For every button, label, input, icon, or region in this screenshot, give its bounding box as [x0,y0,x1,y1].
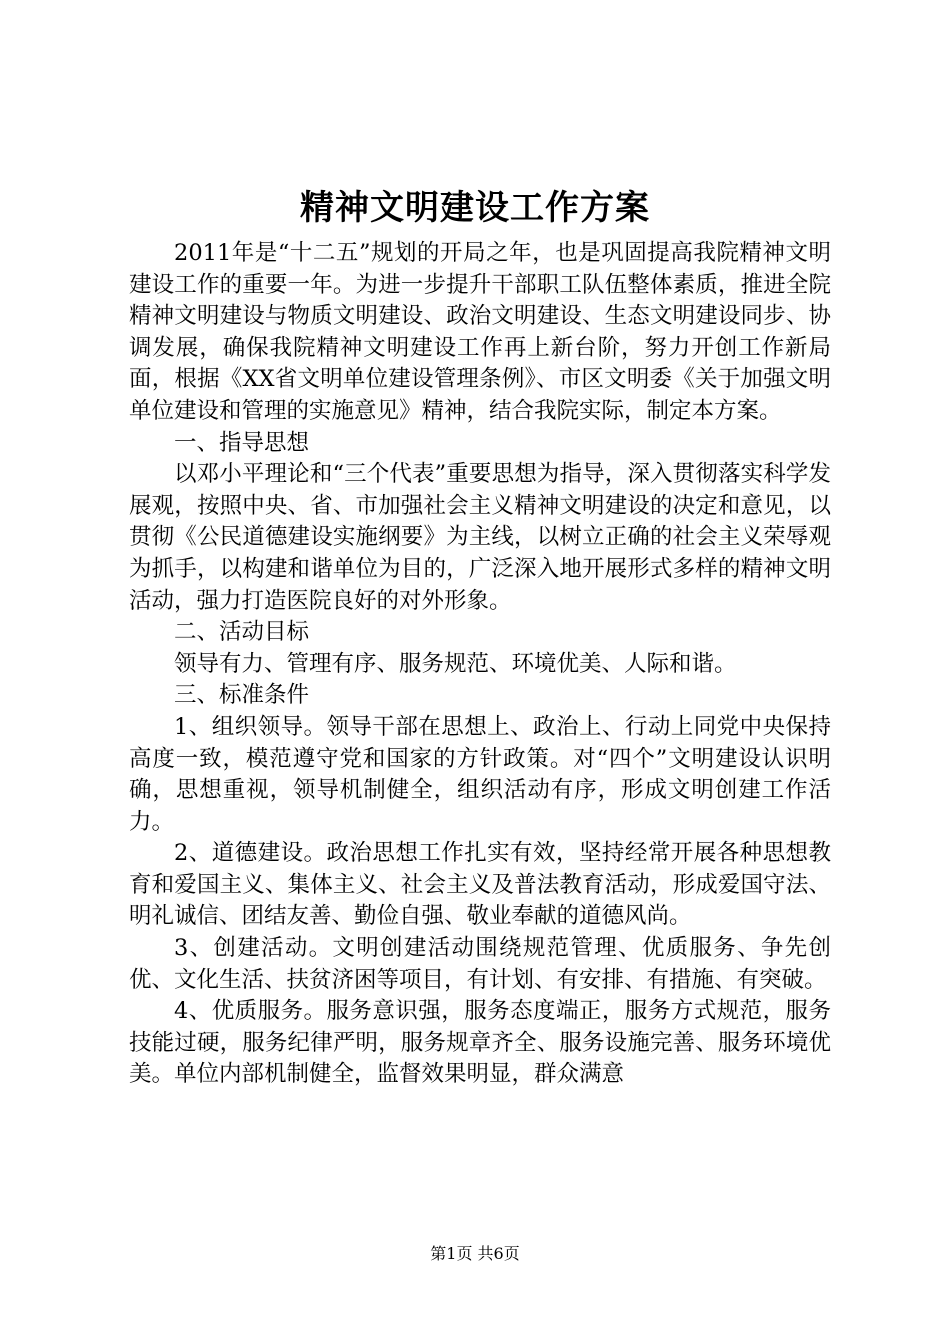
standard-item-organization: 1、组织领导。领导干部在思想上、政治上、行动上同党中央保持高度一致，模范遵守党和国家的方针政策。对“四个”文明建设认识明确，思想重视，领导机制健全，组织活动有序，形成文明创建工作活力。 [129,713,831,835]
section-heading-guiding-ideology: 一、指导思想 [174,429,310,456]
document-title: 精神文明建设工作方案 [300,188,650,228]
guiding-ideology-paragraph: 以邓小平理论和“三个代表”重要思想为指导，深入贯彻落实科学发展观，按照中央、省、市加强社会主义精神文明建设的决定和意见，以贯彻《公民道德建设实施纲要》为主线，以树立正确的社会主义荣辱观为抓手，以构建和谐单位为目的，广泛深入地开展形式多样的精神文明活动，强力打造医院良好的对外形象。 [129,461,831,614]
page-number-footer: 第1页 共6页 [430,1244,520,1263]
activity-goals-paragraph: 领导有力、管理有序、服务规范、环境优美、人际和谐。 [174,650,737,677]
intro-paragraph: 2011年是“十二五”规划的开局之年，也是巩固提高我院精神文明建设工作的重要一年。为进一步提升干部职工队伍整体素质，推进全院精神文明建设与物质文明建设、政治文明建设、生态文明建设同步、协调发展，确保我院精神文明建设工作再上新台阶，努力开创工作新局面，根据《XX省文明单位建设管理条例》、市区文明委《关于加强文明单位建设和管理的实施意见》精神，结合我院实际，制定本方案。 [129,240,831,424]
standard-item-activities: 3、创建活动。文明创建活动围绕规范管理、优质服务、争先创优、文化生活、扶贫济困等项目，有计划、有安排、有措施、有突破。 [129,935,831,993]
standard-item-morality: 2、道德建设。政治思想工作扎实有效，坚持经常开展各种思想教育和爱国主义、集体主义、社会主义及普法教育活动，形成爱国守法、明礼诚信、团结友善、勤俭自强、敬业奉献的道德风尚。 [129,840,831,930]
section-heading-activity-goals: 二、活动目标 [174,619,310,646]
standard-item-service: 4、优质服务。服务意识强，服务态度端正，服务方式规范，服务技能过硬，服务纪律严明，服务规章齐全、服务设施完善、服务环境优美。单位内部机制健全，监督效果明显，群众满意 [129,998,831,1088]
document-body [129,238,831,1091]
section-heading-standards: 三、标准条件 [174,682,310,709]
